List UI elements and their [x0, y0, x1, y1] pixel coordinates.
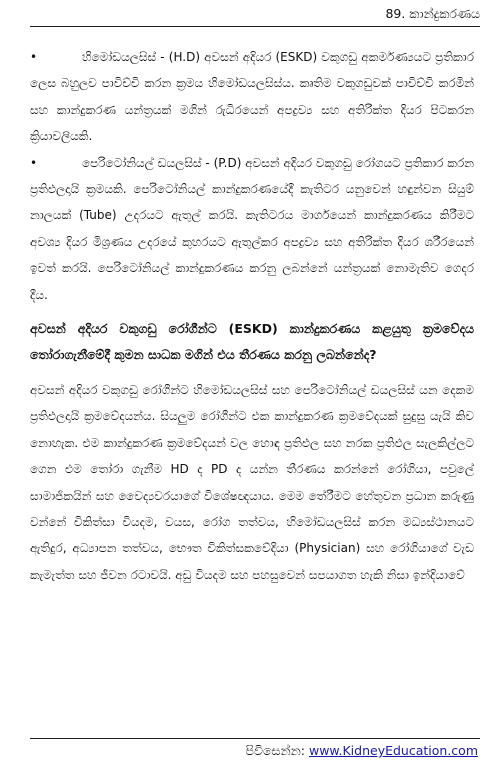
page-footer: [246, 741, 478, 761]
bullet-icon: •: [30, 50, 38, 64]
footer-divider: [30, 738, 480, 739]
footer-label: පිවිසෙන්න:: [245, 743, 309, 758]
question-heading: අවසන් අදියර වකුගඩු රෝගීන්ට (ESKD) කාන්දුකරණය කළයුතු ක්‍රමවේදය තෝරාගැනීමේදී කුමන සාධක මගින් එය තීරණය කරනු ලබන්නේද?: [30, 321, 474, 363]
page-header: [30, 4, 480, 27]
bullet-text: පෙරිටෝනියල් ඩයලසිස් - (P.D) අවසන් අදියර වකුගඩු රෝගයට ප්‍රතිකාර කරන ප්‍රතිඵලදායි ක්‍රමයකි. පෙරිටෝනියල් කාන්දුකරණයේදී කැතිටර යනුවෙන් හඳුන්වන සියුම් නාලයක් (Tube) උදරයට ඇතුල් කරයි. කැතිටරය මාර්ගයෙන් කාන්දුකරණය කිරීමට අවශ්‍ය දියර මිශ්‍රණය උදරයේ කුහරයට ඇතුල්කර අපද්‍රව්‍ය සහ අතිරික්ත දියර ශරීරයෙන් ඉවත් කරයි. පෙරිටෝනියල් කාන්දුකරණය කරනු ලබන්නේ යන්ත්‍රයක් නොමැතිව ගෙදර දීය.: [30, 155, 474, 302]
website-link[interactable]: www.KidneyEducation.com: [308, 743, 478, 758]
spacer: [30, 308, 474, 316]
bullet-paragraph-peritoneal-dialysis: [30, 150, 474, 308]
bullet-icon: •: [30, 155, 38, 170]
page-content: [30, 44, 474, 588]
bullet-paragraph-hemodialysis: [30, 44, 474, 150]
bullet-text: හිමෝඩයලසිස් - (H.D) අවසන් අදියර (ESKD) වකුගඩු අකර්මණ්‍යයට ප්‍රතිකාර ලෙස බහුලව පාවිච්චි කරන ක්‍රමය හිමෝඩයලසිස්ය. කෘතිම වකුගඩුවක් පාවිච්චි කරමින් සහ කාන්දුකරණ යන්ත්‍රයක් මගින් රුධිරයෙන් අපද්‍රව්‍ය සහ අතිරික්ත දියර පිටකරන ක්‍රියාවලියකි.: [30, 50, 474, 144]
page-title: 89. කාන්දුකරණය: [385, 6, 480, 21]
answer-paragraph: අවසන් අදියර වකුගඩු රෝගීන්ට හිමෝඩයලසිස් සහ පෙරිටෝනියල් ඩයලසිස් යන දෙකම ප්‍රතිඵලදායි ක්‍රමවේදයන්ය. සියලුම රෝගීන්ට එක කාන්දුකරණ ක්‍රමවේදයක් සුදුසු යැයි කිව නොහැක. එම කාන්දුකරණ ක්‍රමවේදයන් වල හොඳ ප්‍රතිඵල සහ නරක ප්‍රතිඵල සැලකිල්ලට ගෙන එම තෝරා ගැනීම HD ද PD ද යන්න තීරණය කරන්නේ රෝගියා, පවුලේ සාමාජිකයින් සහ වෛද්‍යවරයාගේ විශේෂඥයාය. මෙම තේරීමට හේතුවන ප්‍රධාන කරුණු වන්නේ චිකිත්සා වියදම, වයස, රෝග තත්වය, හිමෝඩයලසිස් කරන මධ්‍යස්ථානයට ඇතිදුර, අධ්‍යාපන තත්වය, භෞත චිකිත්සකවේදියා (Physician) සහ රෝගියාගේ වැඩ කැමැත්ත සහ ජීවන රටාවයි. අඩු වියදම සහ පහසුවෙන් සපයාගත හැකි නිසා ඉන්දියාවේ: [30, 382, 474, 582]
spacer: [30, 369, 474, 377]
